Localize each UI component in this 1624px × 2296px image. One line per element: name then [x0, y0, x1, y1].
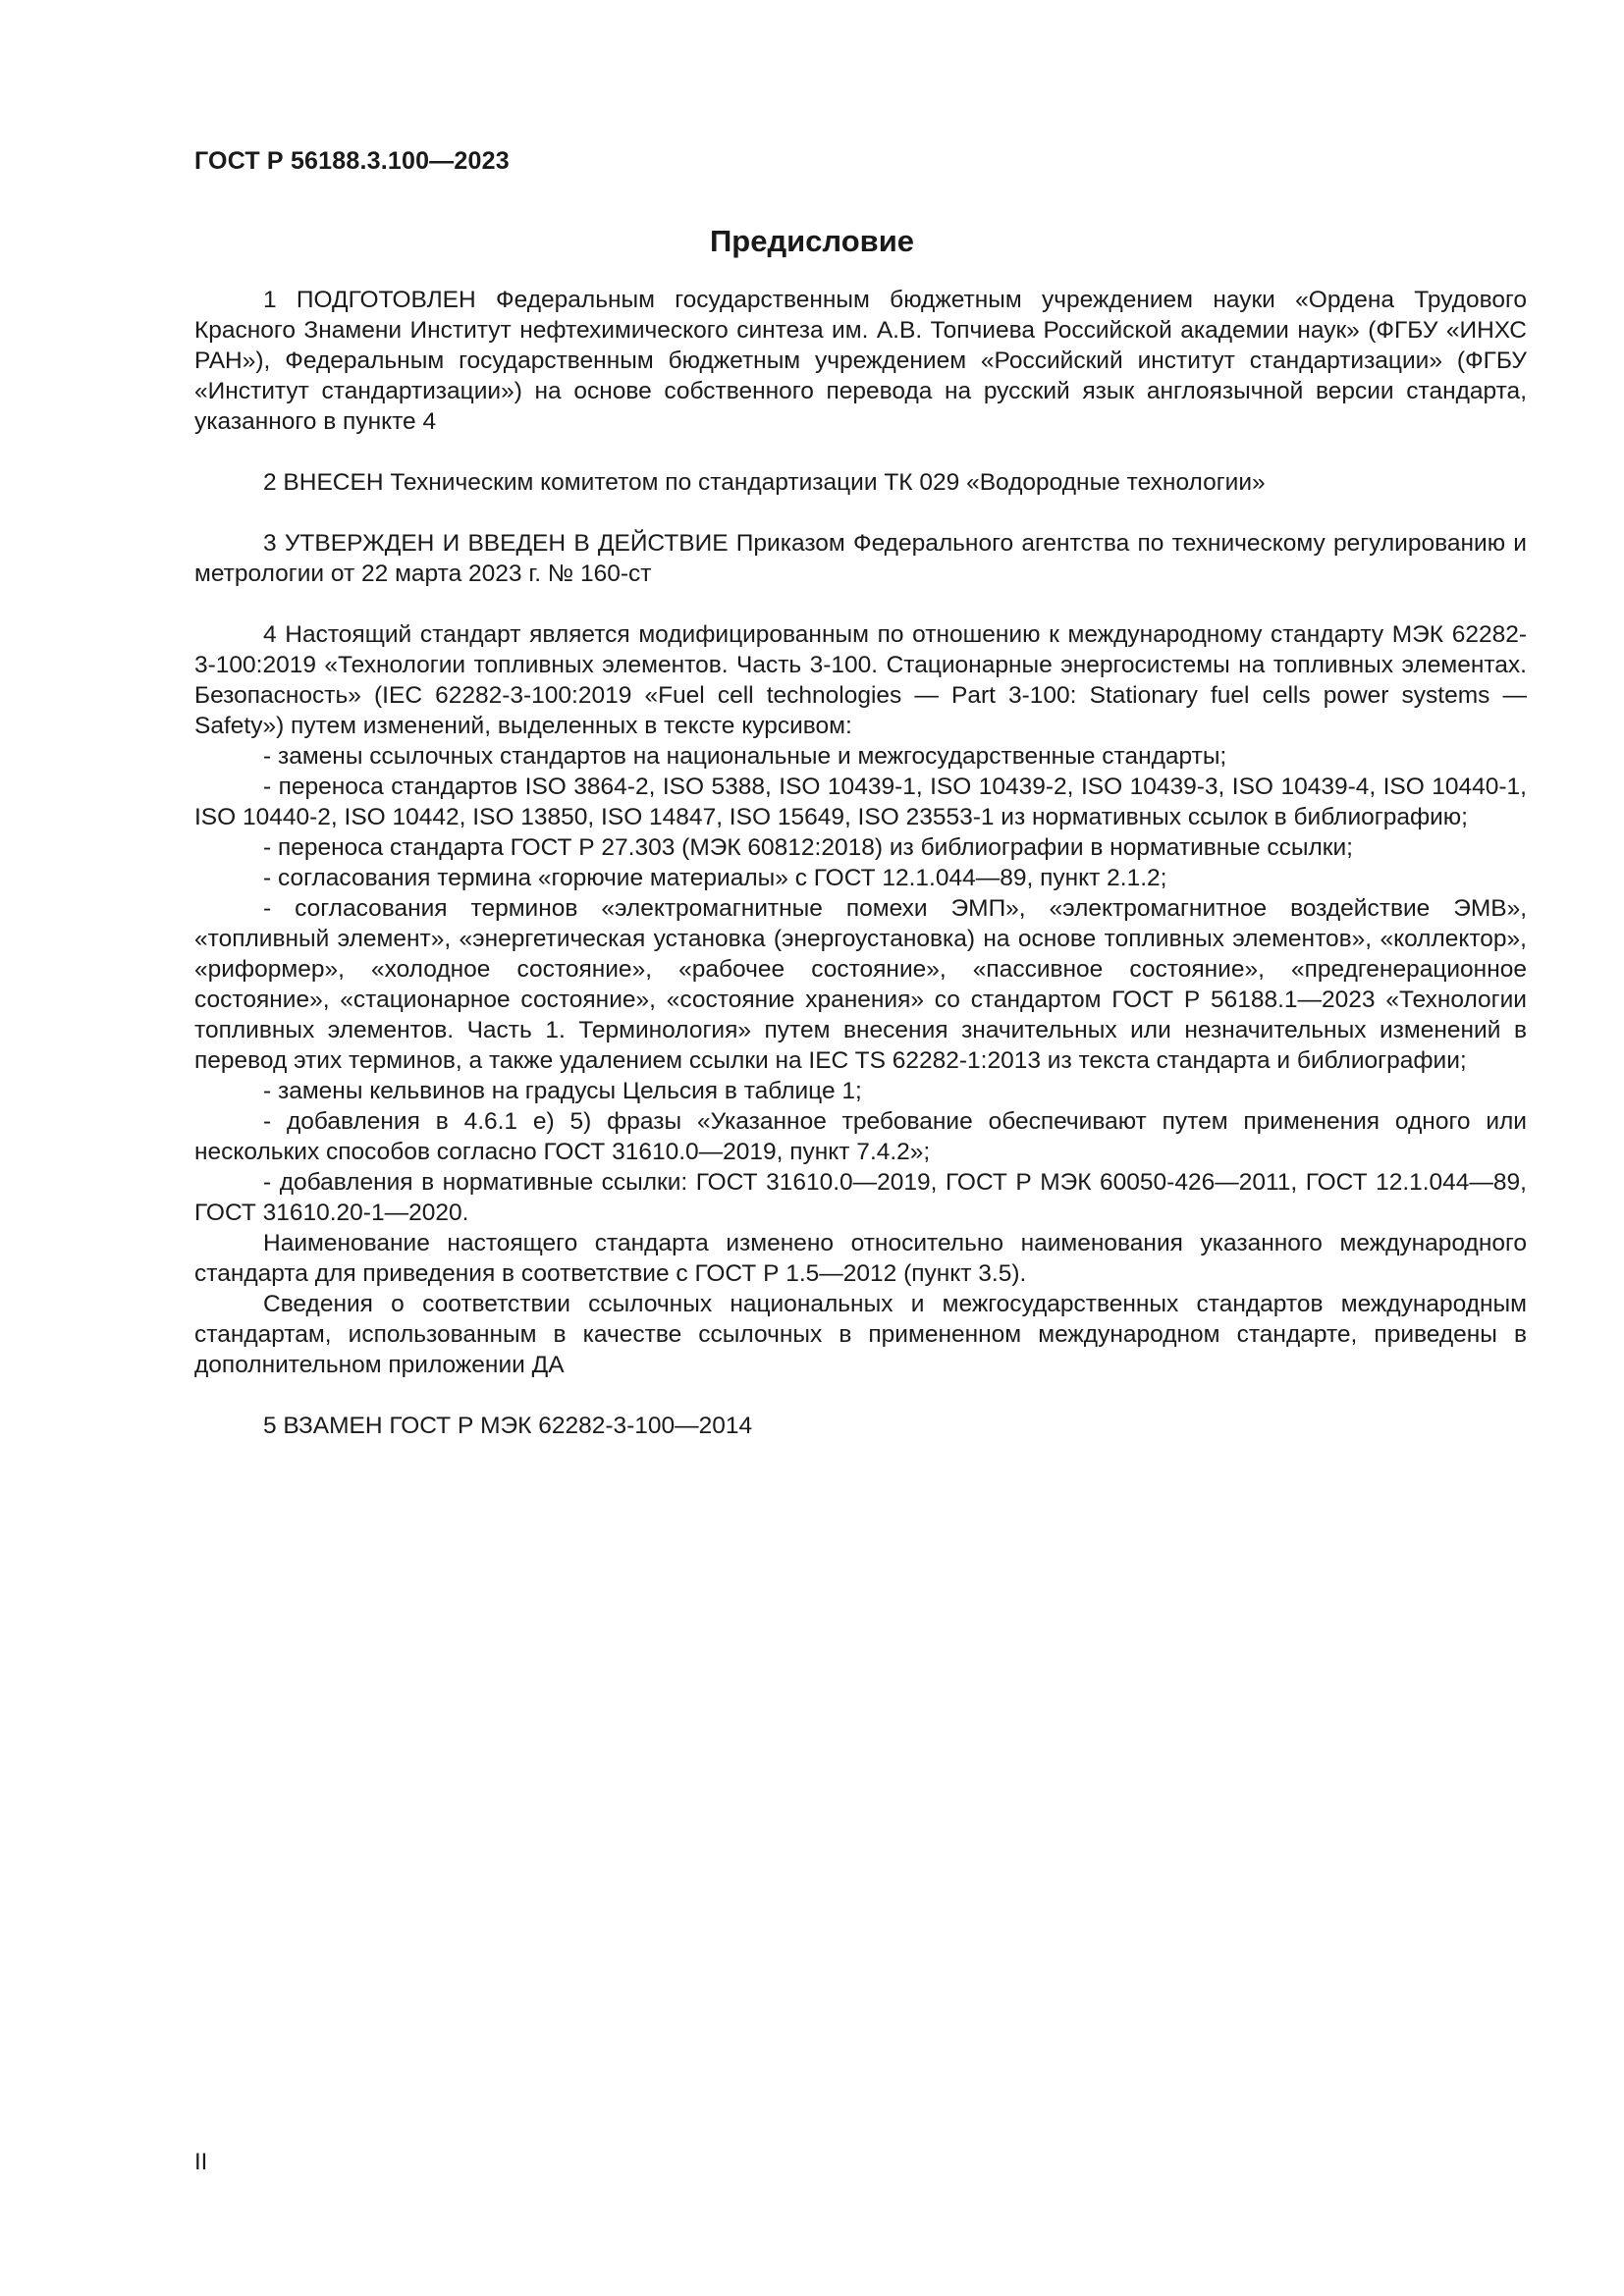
list-item: - добавления в нормативные ссылки: ГОСТ 31610.0—2019, ГОСТ Р МЭК 60050-426—2011, ГОСТ 12.1.044—89, ГОСТ 31610.20-1—2020.	[194, 1169, 1527, 1226]
paragraph-reference-info: Сведения о соответствии ссылочных национальных и межгосударственных стандартов международным стандартам, использованным в качестве ссылочных в примененном международном стандарте, приведены в дополнительном приложении ДА	[194, 1291, 1527, 1378]
list-item: - переноса стандартов ISO 3864-2, ISO 5388, ISO 10439-1, ISO 10439-2, ISO 10439-3, ISO 10439-4, ISO 10440-1, ISO 10440-2, ISO 10442, ISO 13850, ISO 14847, ISO 15649, ISO 23553-1 из нормативных ссылок в библиографию;	[194, 774, 1527, 830]
paragraph-title-change: Наименование настоящего стандарта изменено относительно наименования указанного международного стандарта для приведения в соответствие с ГОСТ Р 1.5—2012 (пункт 3.5).	[194, 1230, 1527, 1287]
foreword-body	[194, 285, 1527, 1441]
page-title: Предисловие	[709, 224, 914, 258]
list-item: - замены ссылочных стандартов на национальные и межгосударственные стандарты;	[263, 743, 1227, 770]
list-item: - замены кельвинов на градусы Цельсия в таблице 1;	[263, 1078, 862, 1104]
list-item: - добавления в 4.6.1 е) 5) фразы «Указанное требование обеспечивают путем применения одного или нескольких способов согласно ГОСТ 31610.0—2019, пункт 7.4.2»;	[194, 1108, 1527, 1165]
paragraph-prepared-by: 1 ПОДГОТОВЛЕН Федеральным государственным бюджетным учреждением науки «Ордена Трудового Красного Знамени Институт нефтехимического синтеза им. А.В. Топчиева Российской академии наук» (ФГБУ «ИНХС РАН»), Федеральным государственным бюджетным учреждением «Российский институт стандартизации» (ФГБУ «Институт стандартизации») на основе собственного перевода на русский язык англоязычной версии стандарта, указанного в пункте 4	[194, 287, 1527, 435]
page-number: II	[194, 2149, 208, 2175]
list-item: - переноса стандарта ГОСТ Р 27.303 (МЭК 60812:2018) из библиографии в нормативные ссылки;	[263, 834, 1353, 861]
list-item: - согласования термина «горючие материалы» с ГОСТ 12.1.044—89, пункт 2.1.2;	[263, 865, 1167, 891]
list-item: - согласования терминов «электромагнитные помехи ЭМП», «электромагнитное воздействие ЭМВ», «топливный элемент», «энергетическая установка (энергоустановка) на основе топливных элементов», «коллектор», «риформер», «холодное состояние», «рабочее состояние», «пассивное состояние», «предгенерационное состояние», «стационарное состояние», «состояние хранения» со стандартом ГОСТ Р 56188.1—2023 «Технологии топливных элементов. Часть 1. Терминология» путем внесения значительных или незначительных изменений в перевод этих терминов, а также удалением ссылки на IEC TS 62282-1:2013 из текста стандарта и библиографии;	[194, 895, 1527, 1074]
document-code-header: ГОСТ Р 56188.3.100—2023	[194, 147, 510, 175]
paragraph-approved: 3 УТВЕРЖДЕН И ВВЕДЕН В ДЕЙСТВИЕ Приказом Федерального агентства по техническому регулированию и метрологии от 22 марта 2023 г. № 160-ст	[194, 530, 1527, 587]
paragraph-replaces: 5 ВЗАМЕН ГОСТ Р МЭК 62282-3-100—2014	[263, 1413, 753, 1439]
paragraph-introduced-by: 2 ВНЕСЕН Техническим комитетом по стандартизации ТК 029 «Водородные технологии»	[263, 469, 1266, 496]
paragraph-modification: 4 Настоящий стандарт является модифицированным по отношению к международному стандарту МЭК 62282-3-100:2019 «Технологии топливных элементов. Часть 3-100. Стационарные энергосистемы на топливных элементах. Безопасность» (IEC 62282-3-100:2019 «Fuel cell technologies — Part 3-100: Stationary fuel cells power systems — Safety») путем изменений, выделенных в тексте курсивом:	[194, 621, 1527, 739]
